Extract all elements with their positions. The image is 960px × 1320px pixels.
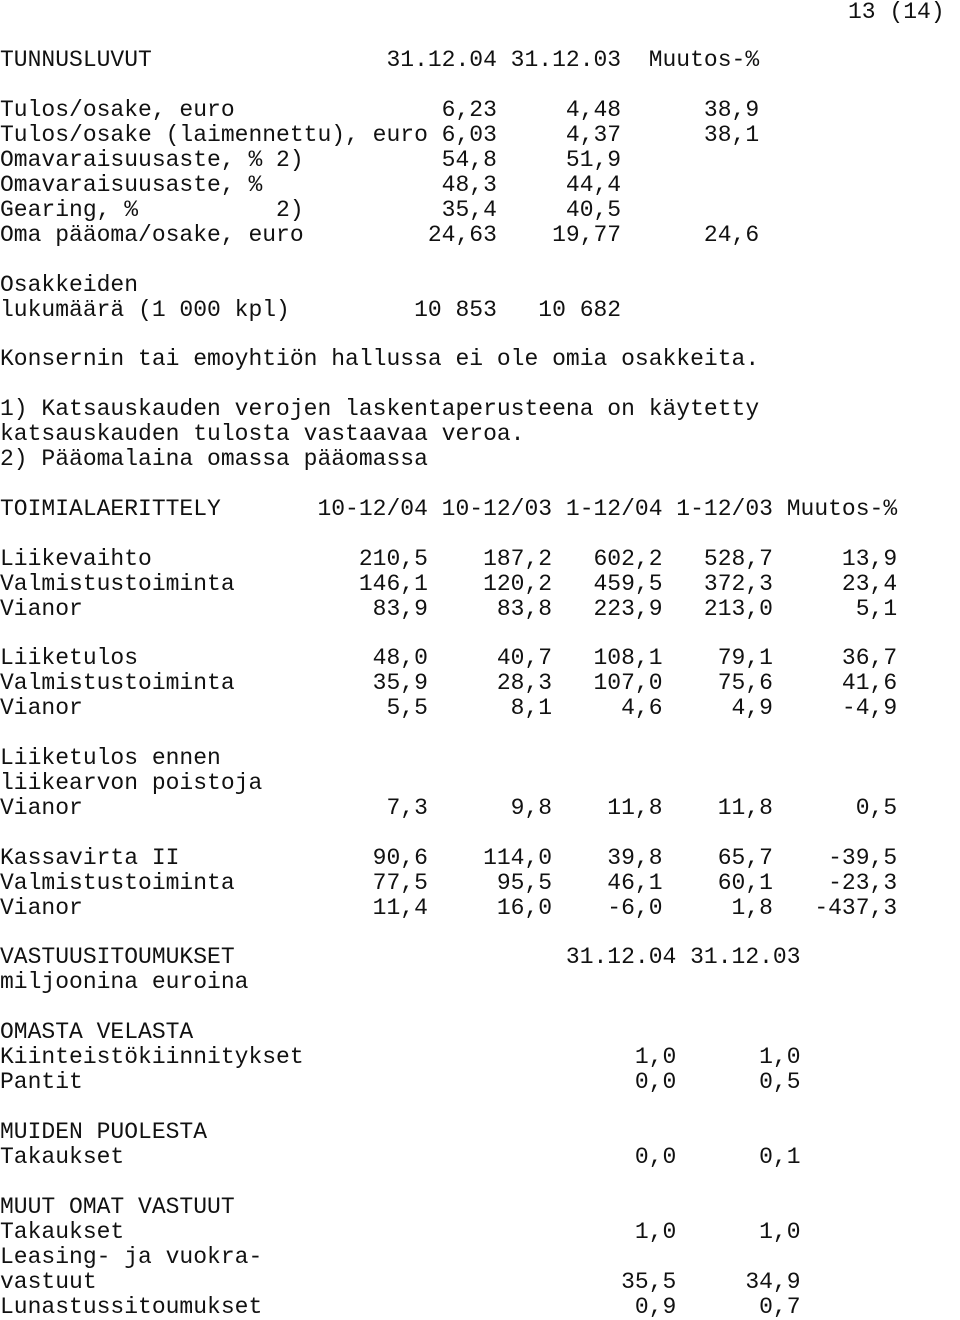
doc-line: Vianor 5,5 8,1 4,6 4,9 -4,9 [0,695,898,721]
doc-line: liikearvon poistoja [0,770,263,796]
doc-line: VASTUUSITOUMUKSET 31.12.04 31.12.03 [0,944,801,970]
doc-line: Pantit 0,0 0,5 [0,1069,801,1095]
doc-line: Liikevaihto 210,5 187,2 602,2 528,7 13,9 [0,546,898,572]
doc-line: OMASTA VELASTA [0,1019,194,1045]
doc-line: Oma pääoma/osake, euro 24,63 19,77 24,6 [0,222,760,248]
doc-line: Omavaraisuusaste, % 48,3 44,4 [0,172,622,198]
doc-line: TOIMIALAERITTELY 10-12/04 10-12/03 1-12/04 1-12/03 Muutos-% [0,496,898,522]
doc-line: Kiinteistökiinnitykset 1,0 1,0 [0,1044,801,1070]
doc-line: vastuut 35,5 34,9 [0,1269,801,1295]
doc-line: Vianor 83,9 83,8 223,9 213,0 5,1 [0,596,898,622]
doc-line: MUUT OMAT VASTUUT [0,1194,235,1220]
doc-line: Takaukset 1,0 1,0 [0,1219,801,1245]
doc-line: Gearing, % 2) 35,4 40,5 [0,197,622,223]
doc-line: Valmistustoiminta 146,1 120,2 459,5 372,3 23,4 [0,571,898,597]
doc-line: Vianor 11,4 16,0 -6,0 1,8 -437,3 [0,895,898,921]
doc-line: lukumäärä (1 000 kpl) 10 853 10 682 [0,297,622,323]
doc-line: katsauskauden tulosta vastaavaa veroa. [0,421,525,447]
doc-line: Liiketulos 48,0 40,7 108,1 79,1 36,7 [0,645,898,671]
doc-line: Konsernin tai emoyhtiön hallussa ei ole omia osakkeita. [0,346,760,372]
doc-line: 2) Pääomalaina omassa pääomassa [0,446,428,472]
doc-line: Valmistustoiminta 35,9 28,3 107,0 75,6 41,6 [0,670,898,696]
doc-line: Leasing- ja vuokra- [0,1244,263,1270]
doc-line: Lunastussitoumukset 0,9 0,7 [0,1294,801,1320]
doc-line: Liiketulos ennen [0,745,221,771]
doc-line: Vianor 7,3 9,8 11,8 11,8 0,5 [0,795,898,821]
doc-line: TUNNUSLUVUT 31.12.04 31.12.03 Muutos-% [0,47,760,73]
doc-line: miljoonina euroina [0,969,249,995]
doc-line: Omavaraisuusaste, % 2) 54,8 51,9 [0,147,622,173]
doc-line: Osakkeiden [0,272,139,298]
doc-line: Tulos/osake (laimennettu), euro 6,03 4,37 38,1 [0,122,760,148]
doc-line: Valmistustoiminta 77,5 95,5 46,1 60,1 -23,3 [0,870,898,896]
doc-line: 1) Katsauskauden verojen laskentaperusteena on käytetty [0,396,760,422]
doc-line: Tulos/osake, euro 6,23 4,48 38,9 [0,97,760,123]
doc-line: MUIDEN PUOLESTA [0,1119,208,1145]
doc-line: Takaukset 0,0 0,1 [0,1144,801,1170]
doc-line: Kassavirta II 90,6 114,0 39,8 65,7 -39,5 [0,845,898,871]
page-number: 13 (14) [848,0,945,25]
